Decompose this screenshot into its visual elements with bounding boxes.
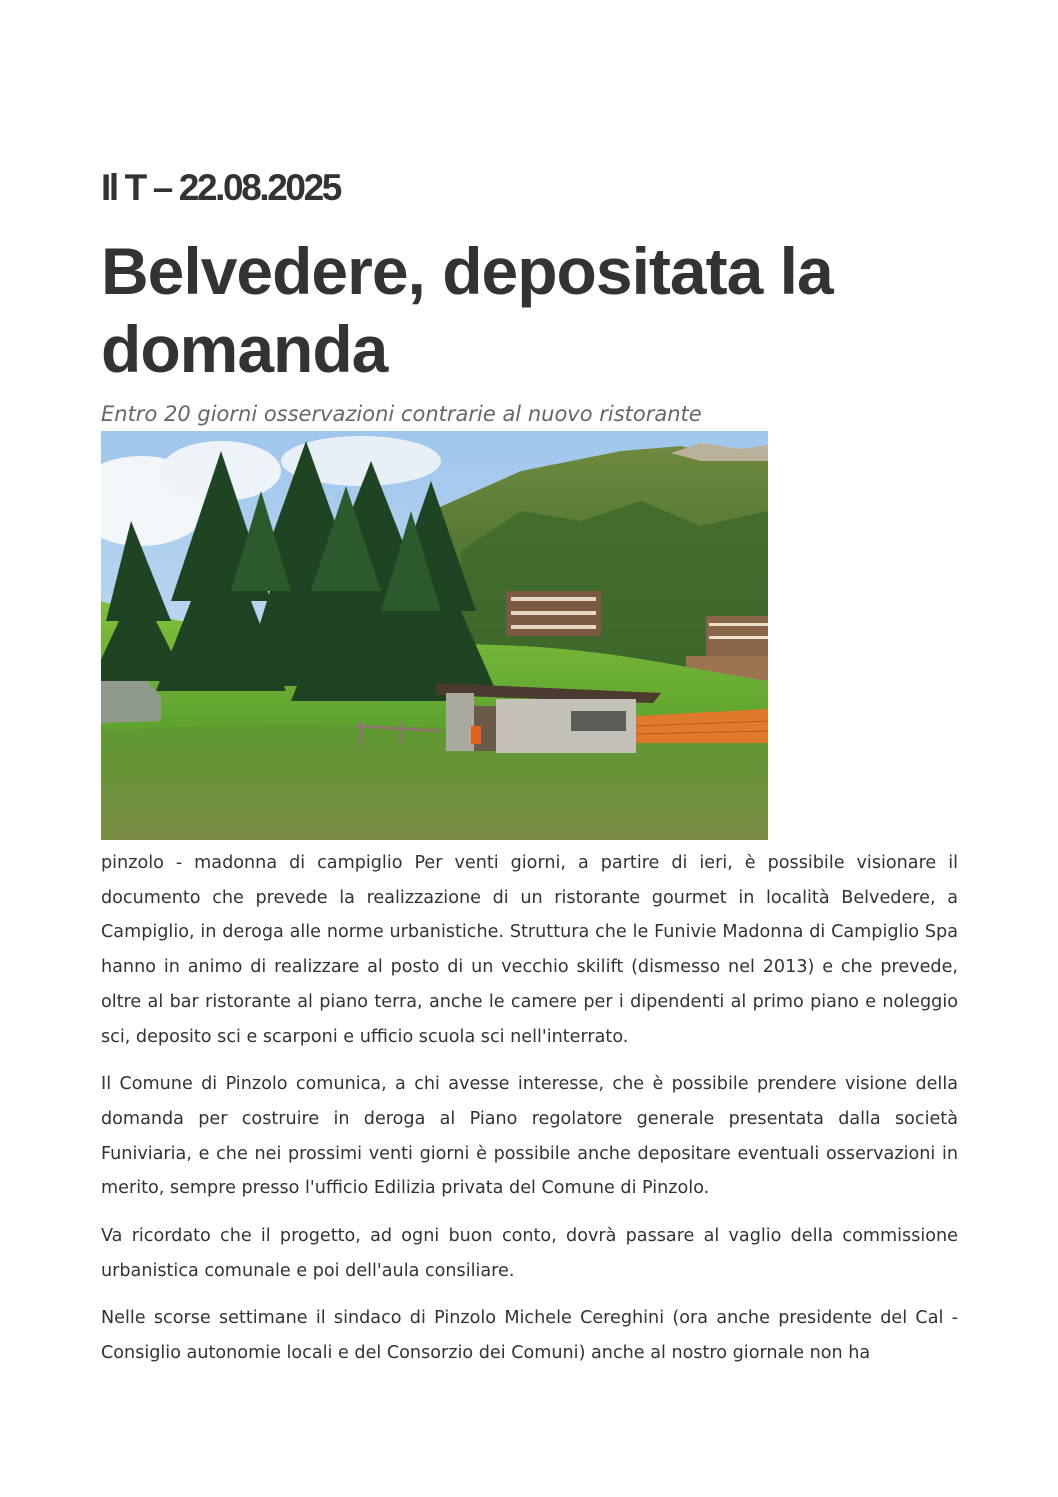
source-date: Il T – 22.08.2025 bbox=[101, 167, 340, 208]
landscape-photo-icon bbox=[101, 431, 768, 840]
paragraph: pinzolo - madonna di campiglio Per venti giorni, a partire di ieri, è possibile visionare il documento che prevede la realizzazione di un ristorante gourmet in località Belvedere, a Campiglio, in deroga alle norme urbanistiche. Struttura che le Funivie Madonna di Campiglio Spa hanno in animo di realizzare al posto di un vecchio skilift (dismesso nel 2013) e che prevede, oltre al bar ristorante al piano terra, anche le camere per i dipendenti al primo piano e noleggio sci, deposito sci e scarponi e ufficio scuola sci nell'interrato. bbox=[101, 853, 958, 1047]
paragraph: Nelle scorse settimane il sindaco di Pinzolo Michele Cereghini (ora anche presidente del Cal - Consiglio autonomie locali e del Consorzio dei Comuni) anche al nostro giornale non ha bbox=[101, 1308, 958, 1364]
paragraph: Il Comune di Pinzolo comunica, a chi avesse interesse, che è possibile prendere visione della domanda per costruire in deroga al Piano regolatore generale presentata dalla società Funiviaria, e che nei prossimi venti giorni è possibile anche depositare eventuali osservazioni in merito, sempre presso l'ufficio Edilizia privata del Comune di Pinzolo. bbox=[101, 1074, 958, 1199]
subtitle: Entro 20 giorni osservazioni contrarie al nuovo ristorante bbox=[101, 402, 702, 426]
headline: Belvedere, depositata la domanda bbox=[101, 234, 833, 386]
article-photo bbox=[101, 431, 768, 840]
paragraph: Va ricordato che il progetto, ad ogni buon conto, dovrà passare al vaglio della commissione urbanistica comunale e poi dell'aula consiliare. bbox=[101, 1226, 958, 1281]
article-body bbox=[101, 846, 958, 1384]
